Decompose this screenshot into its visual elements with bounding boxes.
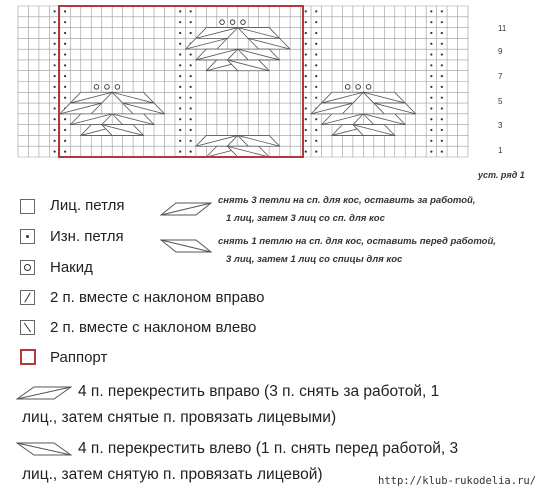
row-label-3: 3 (498, 121, 503, 130)
purl-dot (54, 75, 56, 77)
rapport-icon (20, 349, 36, 365)
purl-dot (190, 10, 192, 12)
yarn-over-mark (105, 85, 110, 90)
purl-dot (179, 86, 181, 88)
purl-dot (54, 129, 56, 131)
yarn-over-mark (115, 85, 120, 90)
row-label-11: 11 (498, 24, 507, 33)
purl-dot (315, 86, 317, 88)
purl-dot (64, 129, 66, 131)
purl-dot (190, 53, 192, 55)
watermark-url[interactable]: http://klub-rukodelia.ru/ (378, 475, 537, 487)
row-label-1: 1 (498, 146, 503, 155)
purl-dot (305, 97, 307, 99)
purl-dot (441, 43, 443, 45)
purl-dot (315, 32, 317, 34)
purl-dot (430, 107, 432, 109)
purl-dot (315, 75, 317, 77)
row-label-9: 9 (498, 47, 503, 56)
purl-dot (430, 53, 432, 55)
purl-dot (305, 32, 307, 34)
purl-dot (190, 129, 192, 131)
purl-dot (179, 64, 181, 66)
purl-dot (315, 97, 317, 99)
purl-dot (190, 151, 192, 153)
purl-dot (64, 43, 66, 45)
yarn-over-mark (356, 85, 361, 90)
cable-right-small-icon (160, 201, 212, 217)
yarn-over-mark (366, 85, 371, 90)
legend-k2tog-right: 2 п. вместе с наклоном вправо (50, 289, 265, 306)
purl-dot (305, 43, 307, 45)
purl-dot (441, 140, 443, 142)
purl-dot (190, 21, 192, 23)
legend-rapport: Раппорт (50, 349, 108, 366)
purl-dot (305, 64, 307, 66)
purl-dot (64, 32, 66, 34)
purl-dot (430, 140, 432, 142)
purl-dot (64, 97, 66, 99)
purl-dot (315, 140, 317, 142)
purl-dot (179, 43, 181, 45)
purl-dot (190, 140, 192, 142)
purl-dot (441, 129, 443, 131)
purl-dot (430, 10, 432, 12)
purl-dot (190, 75, 192, 77)
purl-dot (430, 32, 432, 34)
yarn-over-mark (94, 85, 99, 90)
cable-left-small-icon (160, 238, 212, 254)
purl-dot (441, 32, 443, 34)
purl-dot (190, 86, 192, 88)
row-label-5: 5 (498, 97, 503, 106)
yarn-over-mark (345, 85, 350, 90)
purl-dot (179, 21, 181, 23)
cable-left-note-2: 3 лиц, затем 1 лиц со спицы для кос (226, 254, 403, 265)
purl-dot (441, 10, 443, 12)
legend-purl: Изн. петля (50, 228, 124, 245)
purl-dot (441, 151, 443, 153)
purl-dot (64, 118, 66, 120)
purl-dot (305, 21, 307, 23)
purl-dot (430, 21, 432, 23)
yarn-over-icon (20, 260, 35, 275)
purl-dot (315, 53, 317, 55)
k2tog-left-icon (20, 320, 35, 335)
purl-dot (54, 32, 56, 34)
yarn-over-mark (241, 20, 246, 25)
purl-dot (64, 140, 66, 142)
purl-dot (179, 140, 181, 142)
purl-dot (305, 129, 307, 131)
purl-dot (54, 53, 56, 55)
purl-dot (64, 64, 66, 66)
legend-yarn-over: Накид (50, 259, 93, 276)
purl-dot (315, 43, 317, 45)
purl-dot (430, 129, 432, 131)
purl-dot (54, 86, 56, 88)
purl-dot (54, 43, 56, 45)
purl-dot (179, 97, 181, 99)
purl-dot (64, 21, 66, 23)
purl-dot (179, 53, 181, 55)
purl-dot (190, 97, 192, 99)
purl-dot (64, 10, 66, 12)
purl-dot (54, 107, 56, 109)
legend-knit: Лиц. петля (50, 197, 125, 214)
purl-dot (54, 10, 56, 12)
purl-dot (305, 151, 307, 153)
purl-dot (179, 75, 181, 77)
purl-dot (315, 64, 317, 66)
start-row-label: уст. ряд 1 (478, 170, 525, 180)
purl-dot (190, 32, 192, 34)
purl-dot (430, 43, 432, 45)
purl-dot (430, 118, 432, 120)
purl-dot (305, 86, 307, 88)
cable-left-icon (16, 441, 72, 457)
purl-dot (441, 86, 443, 88)
cable-left-desc-2: лиц., затем снятую п. провязать лицевой) (22, 466, 323, 483)
purl-dot (179, 118, 181, 120)
purl-dot (179, 151, 181, 153)
purl-stitch-icon (20, 229, 35, 244)
purl-dot (315, 151, 317, 153)
purl-dot (54, 97, 56, 99)
purl-dot (190, 107, 192, 109)
purl-dot (441, 75, 443, 77)
purl-dot (305, 107, 307, 109)
purl-dot (179, 32, 181, 34)
purl-dot (64, 151, 66, 153)
purl-dot (54, 21, 56, 23)
purl-dot (441, 64, 443, 66)
purl-dot (54, 64, 56, 66)
purl-dot (315, 10, 317, 12)
purl-dot (305, 75, 307, 77)
purl-dot (315, 129, 317, 131)
cable-right-desc-1: 4 п. перекрестить вправо (3 п. снять за работой, 1 (78, 383, 440, 400)
knit-stitch-icon (20, 199, 35, 214)
cable-right-note-1: снять 3 петли на сп. для кос, оставить за работой, (218, 195, 476, 206)
purl-dot (441, 118, 443, 120)
row-label-7: 7 (498, 72, 503, 81)
purl-dot (305, 140, 307, 142)
cable-right-note-2: 1 лиц, затем 3 лиц со сп. для кос (226, 213, 385, 224)
k2tog-right-icon (20, 290, 35, 305)
purl-dot (441, 21, 443, 23)
yarn-over-mark (220, 20, 225, 25)
purl-dot (64, 53, 66, 55)
purl-dot (64, 75, 66, 77)
purl-dot (430, 97, 432, 99)
purl-dot (441, 53, 443, 55)
purl-dot (54, 118, 56, 120)
purl-dot (54, 140, 56, 142)
purl-dot (430, 64, 432, 66)
purl-dot (305, 10, 307, 12)
cable-right-icon (16, 385, 72, 401)
purl-dot (179, 10, 181, 12)
purl-dot (430, 151, 432, 153)
cable-left-note-1: снять 1 петлю на сп. для кос, оставить перед работой, (218, 236, 496, 247)
cable-left-desc-1: 4 п. перекрестить влево (1 п. снять перед работой, 3 (78, 440, 459, 457)
purl-dot (190, 64, 192, 66)
purl-dot (315, 21, 317, 23)
purl-dot (54, 151, 56, 153)
yarn-over-mark (230, 20, 235, 25)
purl-dot (305, 118, 307, 120)
purl-dot (430, 75, 432, 77)
purl-dot (430, 86, 432, 88)
purl-dot (179, 129, 181, 131)
purl-dot (441, 107, 443, 109)
cable-right-desc-2: лиц., затем снятые п. провязать лицевыми) (22, 409, 337, 426)
purl-dot (190, 118, 192, 120)
purl-dot (305, 53, 307, 55)
purl-dot (64, 86, 66, 88)
legend-k2tog-left: 2 п. вместе с наклоном влево (50, 319, 257, 336)
purl-dot (441, 97, 443, 99)
knitting-chart (0, 0, 543, 190)
purl-dot (315, 118, 317, 120)
purl-dot (179, 107, 181, 109)
